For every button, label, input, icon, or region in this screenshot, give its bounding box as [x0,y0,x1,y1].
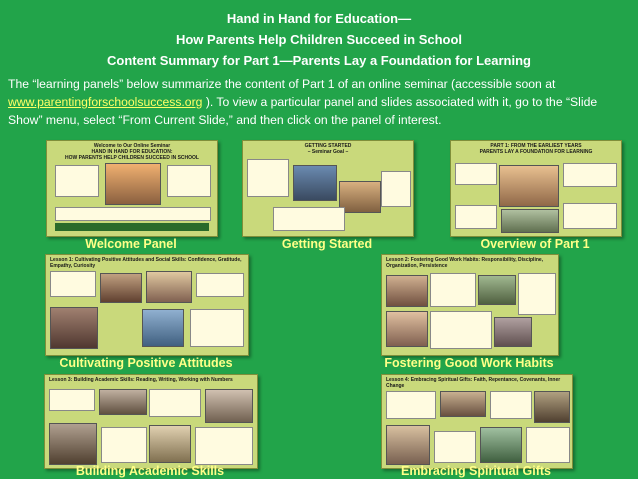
activity-photo [478,275,516,305]
page-header [0,0,638,70]
family-photo [339,181,381,213]
caption-fostering-good-work-habits[interactable]: Fostering Good Work Habits [384,356,554,370]
activity-photo [480,427,522,463]
lesson-box [455,205,497,229]
family-photo [105,163,161,205]
intro-text-before: The “learning panels” below summarize the content of Part 1 of an online seminar (accessible soon at [8,77,556,91]
panel-overview-thumbnail[interactable] [450,140,622,237]
intro-paragraph [8,75,632,129]
quote-box [55,165,99,197]
note-box [518,273,556,315]
family-photo [49,423,97,465]
hands-photo [494,317,532,347]
child-photo [386,425,430,465]
child-photo [293,165,337,201]
caption-embracing-spiritual-gifts[interactable]: Embracing Spiritual Gifts [400,464,552,478]
note-box [430,273,476,307]
quote-box [167,165,211,197]
note-box [49,389,95,411]
activity-photo [149,425,191,463]
panel-title: Lesson 2: Fostering Good Work Habits: Responsibility, Discipline, Organization, Persistence [386,257,544,269]
intro-text-after: ). To view a particular panel and slides associated with it, go to the “Slide Show” menu, select “From Current Slide,” and then click on the panel of interest. [8,95,598,127]
note-box [149,389,201,417]
note-box [526,427,570,463]
family-photo [386,311,428,347]
header-title-line1: Hand in Hand for Education— [226,11,412,26]
panel-academic-skills-thumbnail[interactable] [44,374,258,469]
activity-photo [142,309,184,347]
note-box [490,391,532,419]
note-box [101,427,147,463]
caption-overview-part-1[interactable]: Overview of Part 1 [480,237,590,251]
note-box [430,311,492,349]
caption-cultivating-positive-attitudes[interactable]: Cultivating Positive Attitudes [59,356,233,370]
panel-title: Lesson 4: Embracing Spiritual Gifts: Faith, Repentance, Covenants, Inner Change [386,377,561,389]
child-photo [100,273,142,303]
seminar-link[interactable]: www.parentingforschoolsuccess.org [8,95,203,109]
note-box [386,391,436,419]
child-photo [386,275,428,307]
note-box [196,273,244,297]
panel-spiritual-gifts-thumbnail[interactable] [381,374,573,469]
family-photo [146,271,192,303]
panel-title: Lesson 3: Building Academic Skills: Reading, Writing, Working with Numbers [49,377,233,383]
note-box [50,271,96,297]
description-box [55,207,211,221]
header-title-line3: Content Summary for Part 1—Parents Lay a Foundation for Learning [106,53,531,68]
panel-getting-started-thumbnail[interactable] [242,140,414,237]
panel-cultivating-attitudes-thumbnail[interactable] [45,254,249,356]
lesson-box [455,163,497,185]
principles-box [247,159,289,197]
note-box [273,207,345,231]
summary-bar [55,223,209,231]
family-photo [499,165,559,207]
panel-title: Welcome to Our Online Seminar HAND IN HAND FOR EDUCATION: HOW PARENTS HELP CHILDREN SUCCEED IN SCHOOL [65,143,199,161]
header-title-line2: How Parents Help Children Succeed in School [175,32,463,47]
child-photo [205,389,253,423]
panel-welcome-thumbnail[interactable] [46,140,218,237]
caption-welcome-panel[interactable]: Welcome Panel [85,237,177,251]
note-box [434,431,476,463]
panel-title: PART 1: FROM THE EARLIEST YEARS PARENTS LAY A FOUNDATION FOR LEARNING [479,143,593,155]
child-photo [534,391,570,423]
caption-building-academic-skills[interactable]: Building Academic Skills [75,464,225,478]
note-box [195,427,253,465]
panel-work-habits-thumbnail[interactable] [381,254,559,356]
panel-title: GETTING STARTED – Seminar Goal – [304,143,352,155]
caption-getting-started[interactable]: Getting Started [281,237,373,251]
note-box [190,309,244,347]
family-photo [440,391,486,417]
lesson-box [563,163,617,187]
child-photo [50,307,98,349]
lesson-box [563,203,617,229]
note-box [381,171,411,207]
activity-photo [501,209,559,233]
panel-title: Lesson 1: Cultivating Positive Attitudes and Social Skills: Confidence, Gratitude, Empathy, Curiosity [50,257,242,269]
reading-photo [99,389,147,415]
